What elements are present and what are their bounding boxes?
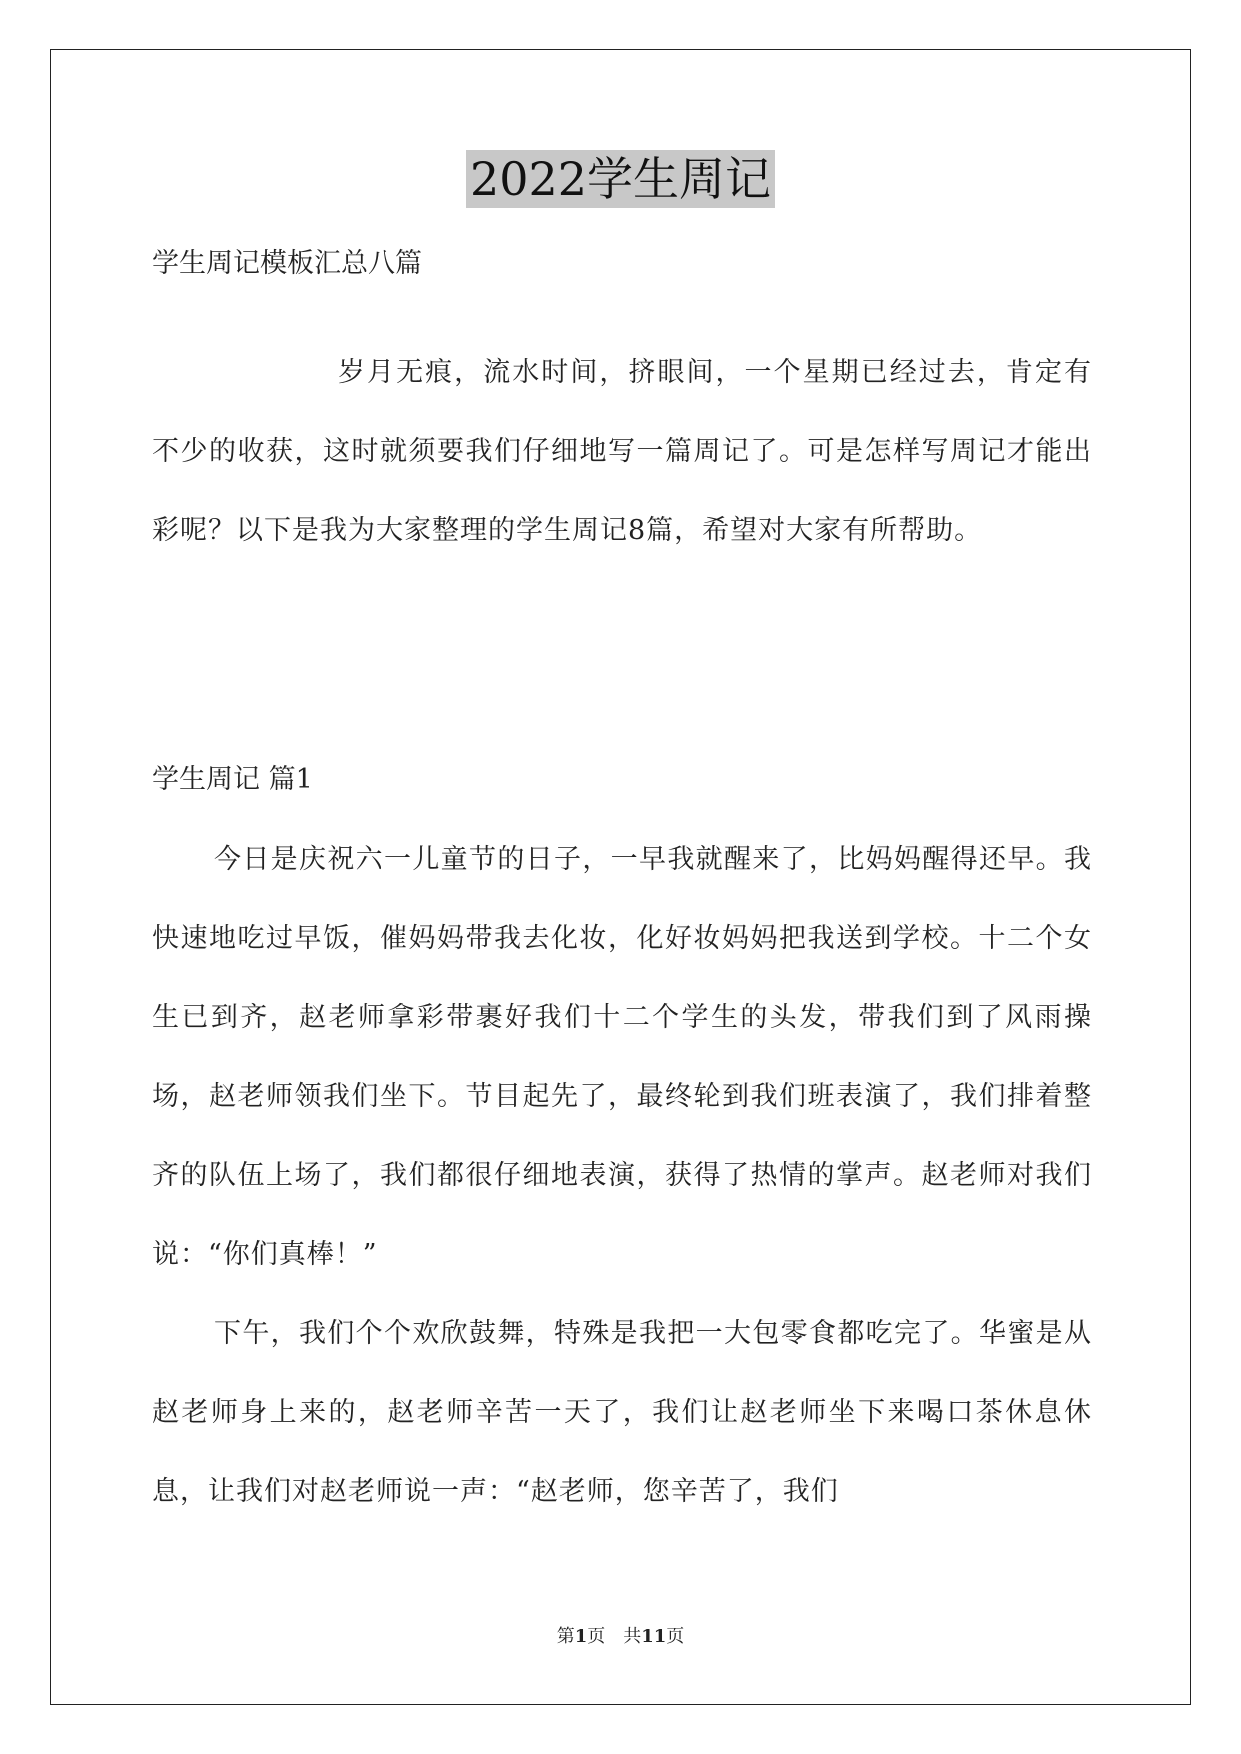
intro-paragraph: 岁月无痕，流水时间，挤眼间，一个星期已经过去，肯定有不少的收获，这时就须要我们仔细地写一篇周记了。可是怎样写周记才能出彩呢？以下是我为大家整理的学生周记8篇，希望对大家有所帮助。 bbox=[152, 357, 1092, 546]
body-text-block bbox=[152, 820, 1092, 1531]
body-paragraph-2: 下午，我们个个欢欣鼓舞，特殊是我把一大包零食都吃完了。华蜜是从赵老师身上来的，赵老师辛苦一天了，我们让赵老师坐下来喝口茶休息休息，让我们对赵老师说一声：“赵老师，您辛苦了，我们 bbox=[152, 1318, 1092, 1507]
footer-page-current: 1 bbox=[574, 1626, 588, 1647]
footer-page-total: 11 bbox=[641, 1626, 667, 1647]
title-container bbox=[0, 150, 1241, 208]
footer-page-mid: 页 共 bbox=[587, 1626, 642, 1647]
document-title: 2022学生周记 bbox=[466, 150, 775, 208]
document-subtitle: 学生周记模板汇总八篇 bbox=[152, 248, 422, 279]
section-heading: 学生周记 篇1 bbox=[152, 764, 313, 795]
page-footer bbox=[0, 1625, 1241, 1649]
footer-page-prefix: 第 bbox=[556, 1626, 575, 1647]
intro-block bbox=[152, 333, 1092, 570]
footer-page-suffix: 页 bbox=[666, 1626, 685, 1647]
body-paragraph-1: 今日是庆祝六一儿童节的日子，一早我就醒来了，比妈妈醒得还早。我快速地吃过早饭，催妈妈带我去化妆，化好妆妈妈把我送到学校。十二个女生已到齐，赵老师拿彩带裹好我们十二个学生的头发，带我们到了风雨操场，赵老师领我们坐下。节目起先了，最终轮到我们班表演了，我们排着整齐的队伍上场了，我们都很仔细地表演，获得了热情的掌声。赵老师对我们说：“你们真棒！” bbox=[152, 844, 1092, 1270]
